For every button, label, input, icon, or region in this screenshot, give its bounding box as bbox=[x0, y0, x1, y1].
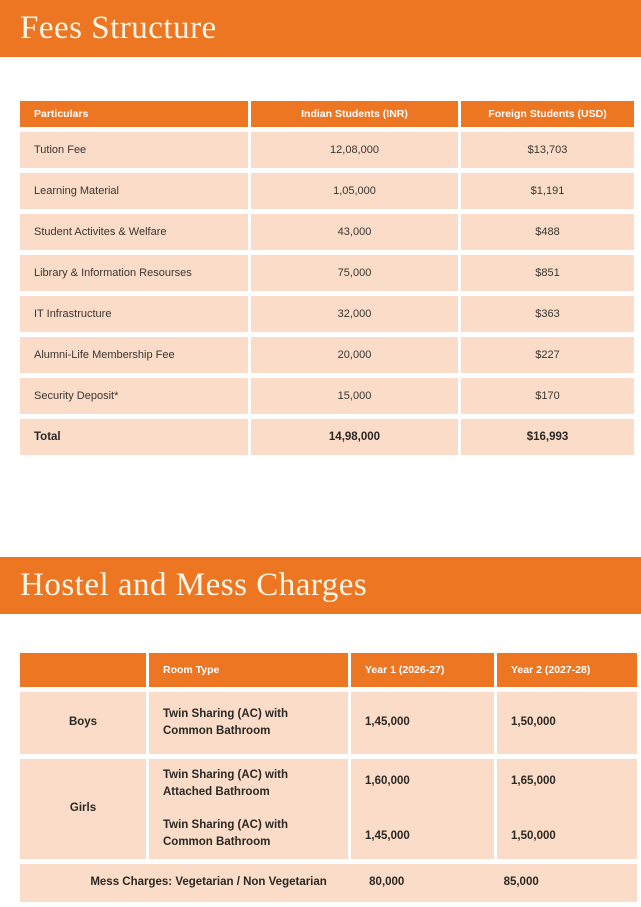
value-option-common: 1,50,000 bbox=[511, 830, 556, 842]
column-header-indian-students: Indian Students (INR) bbox=[251, 101, 458, 127]
table-row bbox=[20, 255, 634, 291]
cell-room-type-girls bbox=[149, 759, 348, 859]
column-header-gender bbox=[20, 653, 146, 687]
column-header-year1: Year 1 (2026-27) bbox=[351, 653, 494, 687]
hostel-mess-charges-table bbox=[17, 648, 640, 907]
cell-inr: 1,05,000 bbox=[251, 173, 458, 209]
cell-year1-girls bbox=[351, 759, 494, 859]
column-header-particulars: Particulars bbox=[20, 101, 248, 127]
cell-total-usd: $16,993 bbox=[461, 419, 634, 455]
fees-table-header bbox=[20, 101, 634, 127]
table-header-row bbox=[20, 101, 634, 127]
table-row bbox=[20, 378, 634, 414]
room-type-line: Attached Bathroom bbox=[163, 785, 270, 798]
cell-room-type-boys bbox=[149, 692, 348, 754]
room-type-line: Twin Sharing (AC) with bbox=[163, 819, 288, 831]
hostel-table-container bbox=[0, 648, 641, 907]
cell-inr: 43,000 bbox=[251, 214, 458, 250]
cell-inr: 15,000 bbox=[251, 378, 458, 414]
page-title-hostel: Hostel and Mess Charges bbox=[20, 567, 368, 603]
spacer-above-fees-table bbox=[0, 57, 641, 96]
hostel-mess-banner bbox=[0, 557, 641, 614]
table-row-mess-charges bbox=[20, 864, 637, 902]
fees-table-container bbox=[0, 96, 641, 460]
room-type-line: Common Bathroom bbox=[163, 836, 271, 849]
hostel-table-header bbox=[20, 653, 637, 687]
cell-usd: $363 bbox=[461, 296, 634, 332]
cell-inr: 32,000 bbox=[251, 296, 458, 332]
mess-charges-year2: 85,000 bbox=[503, 876, 539, 889]
cell-mess-charges bbox=[20, 864, 637, 902]
table-row-boys bbox=[20, 692, 637, 754]
mess-charges-label: Mess Charges: Vegetarian / Non Vegetarian bbox=[90, 876, 327, 889]
table-row bbox=[20, 337, 634, 373]
cell-particulars: IT Infrastructure bbox=[20, 296, 248, 332]
fees-structure-table bbox=[17, 96, 637, 460]
table-row-girls bbox=[20, 759, 637, 859]
cell-usd: $488 bbox=[461, 214, 634, 250]
cell-year1-boys: 1,45,000 bbox=[351, 692, 494, 754]
room-type-line: Twin Sharing (AC) with bbox=[163, 707, 288, 720]
cell-inr: 12,08,000 bbox=[251, 132, 458, 168]
room-option-common bbox=[163, 817, 334, 852]
table-row bbox=[20, 214, 634, 250]
mess-charges-year1: 80,000 bbox=[369, 876, 405, 889]
cell-usd: $227 bbox=[461, 337, 634, 373]
room-type-line: Common Bathroom bbox=[163, 725, 271, 737]
cell-usd: $851 bbox=[461, 255, 634, 291]
cell-gender-girls: Girls bbox=[20, 759, 146, 859]
room-type-line: Twin Sharing (AC) with bbox=[163, 768, 288, 781]
page-title-fees: Fees Structure bbox=[20, 10, 217, 46]
cell-particulars: Learning Material bbox=[20, 173, 248, 209]
spacer-above-hostel-table bbox=[0, 614, 641, 648]
cell-particulars: Library & Information Resourses bbox=[20, 255, 248, 291]
cell-year2-girls bbox=[497, 759, 637, 859]
cell-particulars: Tution Fee bbox=[20, 132, 248, 168]
cell-particulars: Student Activites & Welfare bbox=[20, 214, 248, 250]
cell-gender-boys: Boys bbox=[20, 692, 146, 754]
cell-particulars: Alumni-Life Membership Fee bbox=[20, 337, 248, 373]
table-row bbox=[20, 173, 634, 209]
cell-total-inr: 14,98,000 bbox=[251, 419, 458, 455]
table-header-row bbox=[20, 653, 637, 687]
value-option-attached: 1,65,000 bbox=[511, 774, 556, 787]
cell-usd: $170 bbox=[461, 378, 634, 414]
table-row bbox=[20, 296, 634, 332]
value-option-common: 1,45,000 bbox=[365, 830, 410, 842]
cell-usd: $1,191 bbox=[461, 173, 634, 209]
cell-particulars: Security Deposit* bbox=[20, 378, 248, 414]
cell-inr: 75,000 bbox=[251, 255, 458, 291]
cell-total-label: Total bbox=[20, 419, 248, 455]
fees-table-body bbox=[20, 132, 634, 455]
hostel-table-body bbox=[20, 692, 637, 902]
room-option-attached bbox=[163, 767, 334, 802]
mess-charges-layout bbox=[34, 874, 623, 891]
column-header-room-type: Room Type bbox=[149, 653, 348, 687]
table-row-total bbox=[20, 419, 634, 455]
cell-usd: $13,703 bbox=[461, 132, 634, 168]
table-row bbox=[20, 132, 634, 168]
column-header-year2: Year 2 (2027-28) bbox=[497, 653, 637, 687]
fees-structure-banner bbox=[0, 0, 641, 57]
column-header-foreign-students: Foreign Students (USD) bbox=[461, 101, 634, 127]
cell-year2-boys: 1,50,000 bbox=[497, 692, 637, 754]
value-option-attached: 1,60,000 bbox=[365, 774, 410, 787]
section-gap bbox=[0, 460, 641, 557]
cell-inr: 20,000 bbox=[251, 337, 458, 373]
